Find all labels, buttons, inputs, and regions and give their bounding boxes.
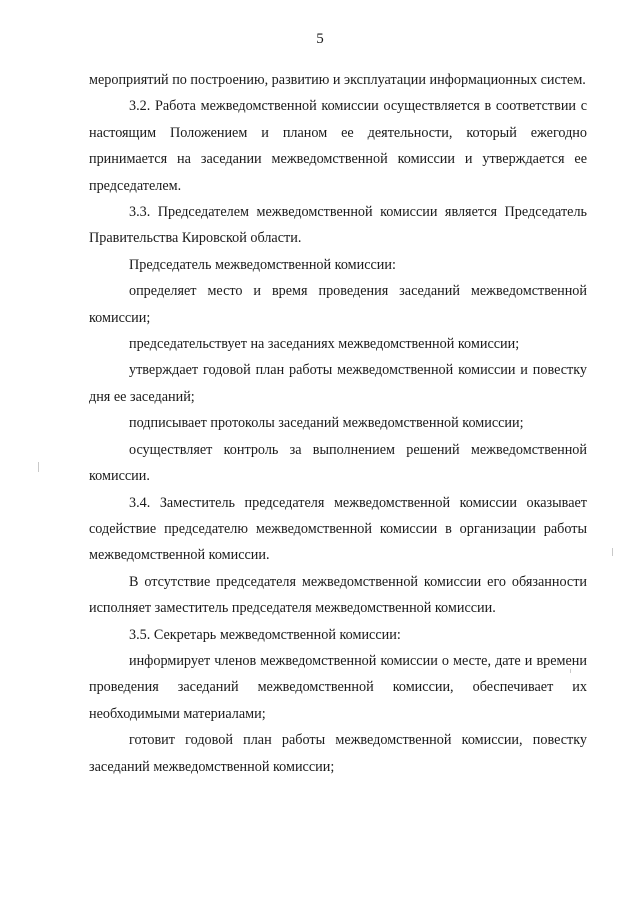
paragraph-3-2: 3.2. Работа межведомственной комиссии осуществляется в соответствии с настоящим Положением и планом ее деятельности, который ежегодно принимается на заседании межведомственной комиссии и утверждается ее председателем. [89,98,587,194]
paragraph-chairman-duty-3: утверждает годовой план работы межведомственной комиссии и повестку дня ее заседаний; [89,362,587,405]
paragraph-chairman-duty-2: председательствует на заседаниях межведомственной комиссии; [129,336,520,353]
page-number: 5 [316,31,324,47]
paragraph-chairman-heading: Председатель межведомственной комиссии: [129,256,396,273]
paragraph-secretary-duty-2: готовит годовой план работы межведомственной комиссии, повестку заседаний межведомственной комиссии; [89,732,587,775]
paragraph-chairman-duty-1: определяет место и время проведения заседаний межведомственной комиссии; [89,283,587,326]
document-body [89,67,587,780]
paragraph-3-3: 3.3. Председателем межведомственной комиссии является Председатель Правительства Кировской области. [89,204,587,247]
scan-speck [38,462,39,472]
scan-speck [612,548,613,556]
paragraph-chairman-duty-4: подписывает протоколы заседаний межведомственной комиссии; [129,415,524,432]
paragraph-deputy-absence: В отсутствие председателя межведомственной комиссии его обязанности исполняет заместитель председателя межведомственной комиссии. [89,573,587,617]
paragraph-3-5: 3.5. Секретарь межведомственной комиссии: [129,626,401,643]
scan-speck [570,669,571,673]
paragraph-continuation: мероприятий по построению, развитию и эксплуатации информационных систем. [89,72,586,88]
paragraph-secretary-duty-1: информирует членов межведомственной комиссии о месте, дате и времени проведения заседаний межведомственной комиссии, обеспечивает их необходимыми материалами; [89,652,587,722]
paragraph-3-4: 3.4. Заместитель председателя межведомственной комиссии оказывает содействие председателю межведомственной комиссии в организации работы межведомственной комиссии. [89,494,587,564]
paragraph-chairman-duty-5: осуществляет контроль за выполнением решений межведомственной комиссии. [89,441,587,485]
